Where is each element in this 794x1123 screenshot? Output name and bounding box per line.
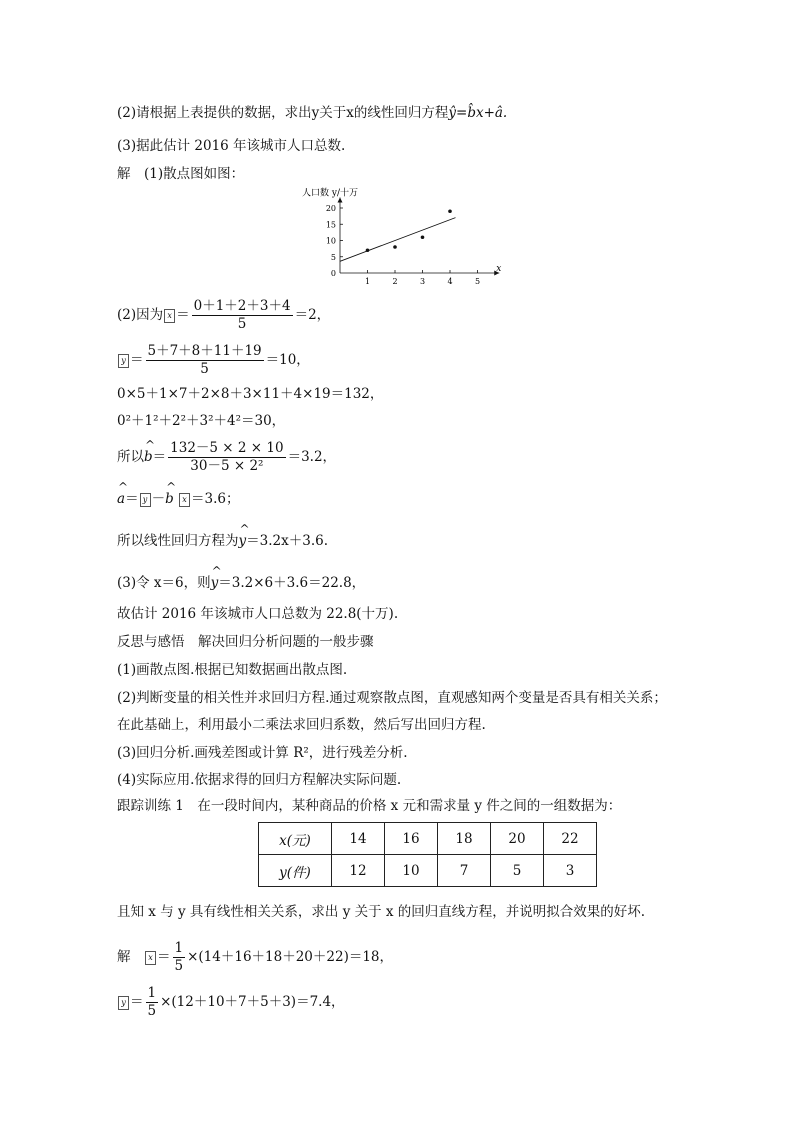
- estimate-line: 故估计 2016 年该城市人口总数为 22.8(十万).: [117, 606, 399, 622]
- fraction-numerator: 1: [174, 940, 184, 956]
- solution-ybar: y ＝ $\frac{1}{5}$ ×(12＋10＋7＋5＋3)＝7.4，: [117, 985, 345, 1020]
- xbar-symbol-3: x: [145, 951, 156, 965]
- data-point: [393, 245, 397, 249]
- part-3-line: [117, 574, 365, 592]
- data-table: [258, 822, 597, 887]
- one-fifth-fraction-2: [146, 985, 159, 1020]
- ybar-fraction: [146, 343, 264, 378]
- table-cell: 16: [385, 823, 438, 855]
- xbar-numerator: 0＋1＋2＋3＋4: [193, 298, 291, 314]
- xbar-denominator: 5: [237, 316, 247, 332]
- because-label: (2)因为: [117, 307, 164, 323]
- reflection-title: 反思与感悟 解决回归分析问题的一般步骤: [117, 634, 374, 650]
- ybar-denominator: 5: [200, 361, 209, 377]
- follow-up-training: 跟踪训练 1 在一段时间内，某种商品的价格 x 元和需求量 y 件之间的一组数据为：: [117, 798, 622, 814]
- y-tick-label: 5: [330, 252, 336, 262]
- ybar-symbol-3: y: [118, 996, 129, 1010]
- solution-ybar-expression: ×(12＋10＋7＋5＋3)＝7.4，: [160, 994, 345, 1010]
- x-axis-label: x: [496, 264, 502, 274]
- question-2: [117, 104, 507, 122]
- x-tick-label: 3: [419, 277, 426, 286]
- y-tick-label: 20: [325, 204, 336, 213]
- ybar-numerator: 5＋7＋8＋11＋19: [147, 343, 262, 359]
- table-cell: x(元): [259, 823, 332, 855]
- part-3-text: (3)令 x＝6，则: [117, 575, 211, 591]
- x-tick-label: 5: [474, 277, 481, 286]
- b-denominator: 30－5 × 2²: [190, 458, 264, 474]
- step-2a: (2)判断变量的相关性并求回归方程.通过观察散点图，直观感知两个变量是否具有相关关系；: [117, 690, 667, 706]
- table-cell: 10: [385, 855, 438, 887]
- a-hat-line: ^ a＝ y －^ b x ＝3.6；: [117, 490, 240, 508]
- step-3: (3)回归分析.画残差图或计算 R²，进行残差分析.: [117, 745, 408, 761]
- table-cell: 14: [332, 823, 385, 855]
- table-row: [259, 855, 597, 887]
- therefore-label: 所以: [117, 449, 144, 465]
- regression-fit-line: [340, 218, 456, 262]
- step-2b: 在此基础上，利用最小二乘法求回归系数，然后写出回归方程.: [117, 717, 486, 733]
- x-tick-label: 4: [447, 277, 453, 286]
- part-3-equation: ＝3.2×6＋3.6＝22.8，: [218, 575, 366, 591]
- x-tick-label: 2: [392, 277, 398, 286]
- b-hat-symbol-2: ^ b: [165, 490, 174, 508]
- sum-xy-line: 0×5＋1×7＋2×8＋3×11＋4×19＝132，: [117, 386, 384, 402]
- given-statement: 且知 x 与 y 具有线性相关关系，求出 y 关于 x 的回归直线方程，并说明拟合效果的好坏.: [117, 904, 646, 920]
- b-result: ＝3.2，: [287, 449, 337, 465]
- step-4: (4)实际应用.依据求得的回归方程解决实际问题.: [117, 772, 402, 788]
- regression-equation: ＝3.2x＋3.6.: [246, 533, 328, 549]
- table-cell: 18: [438, 823, 491, 855]
- xbar-line: (2)因为 x ＝ $\frac{0+1+2+3+4}{5}$ ＝2，: [117, 298, 331, 332]
- b-numerator: 132－5 × 2 × 10: [170, 440, 284, 456]
- table-row: [259, 823, 597, 855]
- question-2-text: (2)请根据上表提供的数据，求出y关于x的线性回归方程: [117, 105, 449, 121]
- xbar-symbol-2: x: [179, 493, 190, 507]
- regression-line: [117, 532, 328, 550]
- solution-xbar-expression: ×(14＋16＋18＋20＋22)＝18，: [187, 949, 394, 965]
- b-hat-symbol: ^ b: [144, 448, 153, 466]
- ybar-symbol-2: y: [140, 493, 151, 507]
- step-1: (1)画散点图.根据已知数据画出散点图.: [117, 662, 348, 678]
- xbar-symbol: x: [164, 309, 175, 323]
- xbar-fraction: [192, 298, 293, 333]
- data-point: [421, 235, 425, 239]
- y-tick-label: 10: [325, 236, 336, 246]
- table-cell: y(件): [259, 855, 332, 887]
- table-cell: 22: [544, 823, 597, 855]
- xbar-result: ＝2，: [294, 307, 331, 323]
- data-point: [366, 248, 370, 252]
- fraction-denominator: 5: [174, 958, 184, 974]
- ybar-result: ＝10，: [265, 352, 310, 368]
- fraction-numerator: 1: [147, 985, 157, 1001]
- table-cell: 3: [544, 855, 597, 887]
- table-cell: 20: [491, 823, 544, 855]
- y-tick-label: 0: [330, 269, 336, 278]
- table-cell: 7: [438, 855, 491, 887]
- ybar-symbol: y: [118, 354, 129, 368]
- table-cell: 5: [491, 855, 544, 887]
- y-tick-label: 15: [325, 220, 336, 230]
- b-hat-line: 所以^ b＝ $\frac{132-5 \times 2 \times 10}{\text{30－5 × 2²}}$ ＝3.2，: [117, 440, 336, 475]
- data-point: [448, 209, 452, 213]
- a-result: ＝3.6；: [191, 491, 240, 507]
- a-hat-symbol: ^ a: [117, 490, 125, 508]
- y-hat-symbol: ^ y: [239, 532, 247, 550]
- one-fifth-fraction: [173, 940, 186, 975]
- b-fraction: [168, 440, 285, 475]
- question-3: (3)据此估计 2016 年该城市人口总数.: [117, 138, 346, 154]
- y-hat-symbol-2: ^ y: [211, 574, 219, 592]
- solution-label: 解: [117, 949, 131, 965]
- x-tick-label: 1: [364, 277, 371, 286]
- scatter-chart: [300, 188, 500, 288]
- y-axis-label: 人口数 y/十万: [302, 188, 358, 199]
- ybar-line: y ＝ $\frac{5+7+8+11+19}{5}$ ＝10，: [117, 343, 310, 378]
- fraction-denominator: 5: [147, 1003, 157, 1019]
- solution-heading: 解 (1)散点图如图：: [117, 166, 245, 182]
- table-cell: 12: [332, 855, 385, 887]
- solution-xbar: 解 x ＝ $\frac{1}{5}$ ×(14＋16＋18＋20＋22)＝18，: [117, 940, 394, 974]
- regression-label: 所以线性回归方程为: [117, 533, 239, 549]
- sum-x2-line: 0²＋1²＋2²＋3²＋4²＝30，: [117, 413, 286, 429]
- question-2-equation: ŷ=b̂x+â.: [448, 105, 508, 121]
